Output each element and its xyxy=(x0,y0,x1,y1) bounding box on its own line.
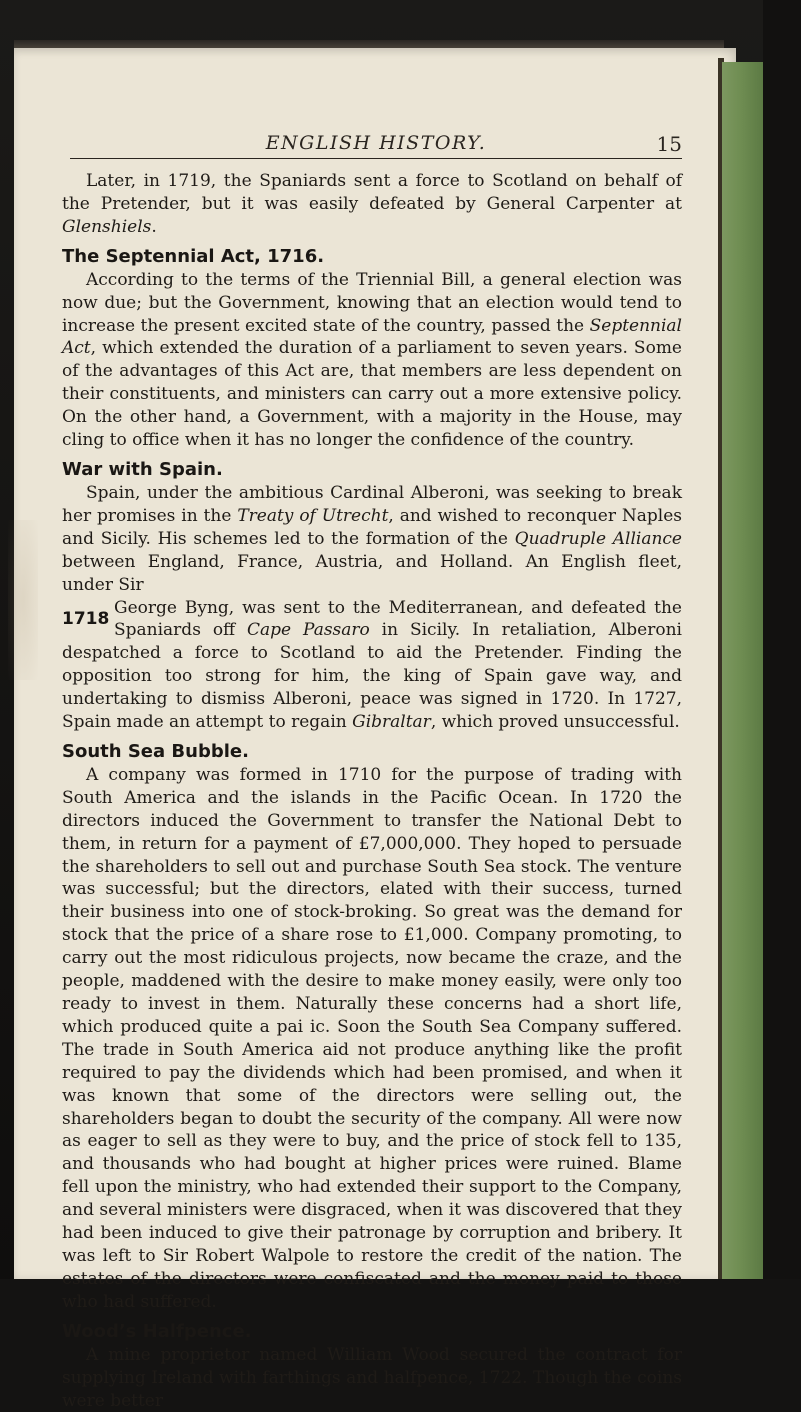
cape-name: Cape Passaro xyxy=(247,620,370,641)
act-name: Septennial Act xyxy=(62,315,682,359)
spain-text-1: Spain, under the ambitious Cardinal Alberoni, was seeking to break her promises in the xyxy=(62,482,682,526)
margin-date: 1718 xyxy=(62,608,110,629)
alliance-name: Quadruple Alliance xyxy=(514,528,682,549)
intro-end: . xyxy=(151,216,157,237)
spain-paragraph-2 xyxy=(62,597,682,734)
page-body xyxy=(62,170,682,1412)
spain-text-4: George Byng, was sent to the Mediterranean, and defeated the Spaniards off xyxy=(114,597,682,641)
spain-text-3: between England, France, Austria, and Holland. An English fleet, under Sir xyxy=(62,551,682,595)
septennial-paragraph xyxy=(62,269,682,452)
spain-text-6: , which proved unsuccessful. xyxy=(430,712,680,733)
section-heading-southsea: South Sea Bubble. xyxy=(62,740,249,762)
page-number: 15 xyxy=(656,132,682,156)
page-header xyxy=(70,132,682,160)
book-cover-board xyxy=(722,62,763,1279)
page-stain xyxy=(8,520,38,680)
header-rule xyxy=(70,158,682,159)
gibraltar-name: Gibraltar xyxy=(352,712,431,733)
section-heading-woods: Wood’s Halfpence. xyxy=(62,1320,252,1342)
woods-paragraph: A mine proprietor named William Wood secured the contract for supplying Ireland with farthings and halfpence, 1722. Though the coins were better xyxy=(62,1344,682,1411)
intro-paragraph xyxy=(62,170,682,239)
spain-text-2: , and wished to reconquer Naples and Sicily. His schemes led to the formation of the xyxy=(62,505,683,549)
place-name: Glenshiels xyxy=(62,216,152,237)
southsea-paragraph: A company was formed in 1710 for the purpose of trading with South America and the islands in the Pacific Ocean. In 1720 the directors induced the Government to transfer the National Debt to them, in return for a payment of £7,000,000. They hoped to persuade the shareholders to sell out and purchase South Sea stock. The venture was successful; but the directors, elated with their success, turned their business into one of stock-broking. So great was the demand for stock that the price of a share rose to £1,000. Company promoting, to carry out the most ridiculous projects, now became the craze, and the people, maddened with the desire to make money easily, were only too ready to invest in them. Naturally these concerns had a short life, which produced quite a pai ic. Soon the South Sea Company suffered. The trade in South America aid not produce anything like the profit required to pay the dividends which had been promised, and when it was known that some of the directors were selling out, the shareholders began to doubt the security of the company. All were now as eager to sell as they were to buy, and the price of stock fell to 135, and thousands who had bought at higher prices were ruined. Blame fell upon the ministry, who had extended their support to the Company, and several ministers were disgraced, when it was discovered that they had been induced to give their patronage by corruption and bribery. It was left to Sir Robert Walpole to restore the credit of the nation. The estates of the directors were confiscated and the money paid to those who had suffered. xyxy=(62,764,682,1312)
spain-paragraph-1 xyxy=(62,482,682,597)
septennial-text-1: According to the terms of the Triennial Bill, a general election was now due; but the Government, knowing that an election would tend to increase the present excited state of the country, passed the xyxy=(62,269,682,336)
treaty-name: Treaty of Utrecht xyxy=(237,505,389,526)
section-heading-spain: War with Spain. xyxy=(62,458,223,480)
intro-text: Later, in 1719, the Spaniards sent a force to Scotland on behalf of the Pretender, but it was easily defeated by General Carpenter at xyxy=(62,171,682,214)
septennial-text-2: , which extended the duration of a parliament to seven years. Some of the advantages of this Act are, that members are less dependent on their constituents, and ministers can carry out a more extensive policy. On the other hand, a Government, with a majority in the House, may cling to office when it has no longer the confidence of the country. xyxy=(62,338,682,451)
running-title: ENGLISH HISTORY. xyxy=(265,132,487,154)
spain-text-5: in Sicily. In retaliation, Alberoni despatched a force to Scotland to aid the Pretender. Finding the opposition too strong for him, the king of Spain gave way, and undertaking to dismiss Alberoni, peace was signed in 1720. In 1727, Spain made an attempt to regain xyxy=(62,620,682,733)
section-heading-septennial: The Septennial Act, 1716. xyxy=(62,245,325,267)
right-background xyxy=(763,0,801,1279)
